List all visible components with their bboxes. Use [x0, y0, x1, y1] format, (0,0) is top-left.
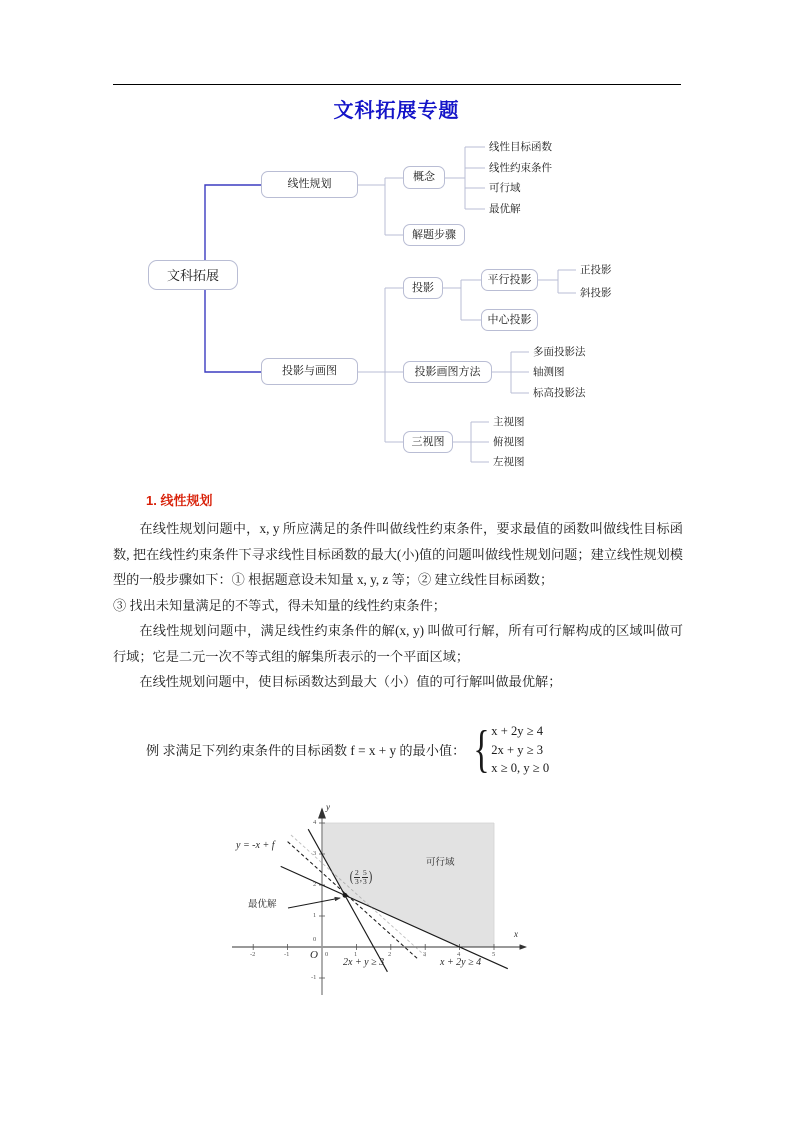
- mindmap-leaf-feasible-region[interactable]: 可行域: [489, 183, 521, 194]
- mindmap-leaf-oblique-projection[interactable]: 斜投影: [580, 288, 612, 299]
- mindmap-leaf-optimal-solution[interactable]: 最优解: [489, 204, 521, 215]
- x-tick-5: 5: [492, 951, 496, 958]
- page-title: 文科拓展专题: [333, 100, 460, 122]
- fraction-y-numerator: 5: [363, 868, 367, 877]
- paragraph-definitions: 在线性规划问题中，x, y 所应满足的条件叫做线性约束条件，要求最值的函数叫做线性目标函数, 把在线性约束条件下寻求线性目标函数的最大(小)值的问题叫做线性规划问题；建立线性规划模型的一般步骤如下：① 根据题意设未知量 x, y, z 等；② 建立线性目标函数；: [113, 521, 683, 587]
- header-rule: [113, 84, 681, 85]
- paragraph-feasible-region: 在线性规划问题中，满足线性约束条件的解(x, y) 叫做可行解，所有可行解构成的区域叫做可行域；它是二元一次不等式组的解集所表示的一个平面区域；: [113, 623, 683, 664]
- chart-canvas: [230, 795, 540, 1000]
- y-axis-label: y: [326, 802, 330, 812]
- coordinate-comma: ,: [359, 872, 362, 883]
- x-axis-label: x: [514, 929, 518, 939]
- mindmap-leaf-multiview-projection[interactable]: 多面投影法: [533, 347, 586, 358]
- mindmap-leaf-axonometric-drawing[interactable]: 轴测图: [533, 367, 565, 378]
- mindmap-node-parallel-projection[interactable]: 平行投影: [481, 269, 538, 291]
- paragraph-optimal-solution: 在线性规划问题中，使目标函数达到最大（小）值的可行解叫做最优解；: [139, 674, 562, 689]
- annotation-feasible-region: 可行域: [426, 858, 455, 868]
- constraint-list: [491, 722, 549, 778]
- mindmap-leaf-orthographic-projection[interactable]: 正投影: [580, 265, 612, 276]
- mindmap-node-root[interactable]: 文科拓展: [148, 260, 238, 290]
- right-paren-icon: ): [368, 869, 372, 885]
- mindmap-node-projection-drawing-methods[interactable]: 投影画图方法: [403, 361, 492, 383]
- annotation-constraint-x-2y: x + 2y ≥ 4: [440, 957, 482, 968]
- y-tick--1: -1: [311, 974, 317, 981]
- optimal-point-marker: [343, 893, 348, 898]
- mindmap-node-three-views[interactable]: 三视图: [403, 431, 453, 453]
- mindmap-diagram: [113, 130, 693, 475]
- constraint-3: x ≥ 0, y ≥ 0: [491, 761, 550, 775]
- x-tick--1: -1: [284, 951, 290, 958]
- mindmap-node-concept[interactable]: 概念: [403, 166, 445, 189]
- x-tick--2: -2: [250, 951, 256, 958]
- x-tick-3: 3: [423, 951, 427, 958]
- origin-label: O: [310, 949, 318, 961]
- y-tick-2: 2: [313, 881, 317, 888]
- linear-programming-chart: [230, 795, 540, 1000]
- x-tick-2: 2: [388, 951, 392, 958]
- x-tick-4: 4: [457, 951, 461, 958]
- mindmap-leaf-side-view[interactable]: 左视图: [493, 457, 525, 468]
- x-tick-0: 0: [325, 951, 329, 958]
- fraction-y-denominator: 3: [363, 877, 367, 886]
- mindmap-leaf-linear-objective-function[interactable]: 线性目标函数: [489, 142, 552, 153]
- mindmap-node-linear-programming[interactable]: 线性规划: [261, 171, 358, 198]
- paragraph-step-three: ③ 找出未知量满足的不等式，得未知量的线性约束条件；: [113, 597, 446, 613]
- optimal-point-coordinate-label: [349, 869, 373, 886]
- example-block: [113, 722, 683, 778]
- optimal-solution-pointer: [288, 898, 340, 908]
- mindmap-leaf-contour-projection[interactable]: 标高投影法: [533, 388, 586, 399]
- body-text: [113, 516, 683, 695]
- mindmap-node-projection[interactable]: 投影: [403, 277, 443, 299]
- mindmap-node-solving-steps[interactable]: 解题步骤: [403, 224, 465, 246]
- left-curly-brace-icon: {: [473, 720, 490, 778]
- fraction-x-denominator: 3: [355, 877, 359, 886]
- annotation-optimal-solution: 最优解: [248, 900, 277, 910]
- annotation-objective-line: y = -x + f: [236, 840, 275, 851]
- mindmap-leaf-front-view[interactable]: 主视图: [493, 417, 525, 428]
- example-lead-text: 例 求满足下列约束条件的目标函数 f = x + y 的最小值：: [146, 743, 466, 759]
- cases-brace-group: [469, 722, 549, 778]
- mindmap-node-central-projection[interactable]: 中心投影: [481, 309, 538, 331]
- y-tick-1: 1: [313, 912, 317, 919]
- left-paren-icon: (: [349, 869, 354, 885]
- fraction-x-numerator: 2: [355, 868, 359, 877]
- y-tick-0: 0: [313, 936, 317, 943]
- feasible-region-fill: [322, 823, 494, 947]
- fraction-y: [359, 868, 368, 886]
- y-tick-4: 4: [313, 819, 317, 826]
- mindmap-leaf-linear-constraints[interactable]: 线性约束条件: [489, 163, 552, 174]
- mindmap-node-projection-and-drawing[interactable]: 投影与画图: [261, 358, 358, 385]
- annotation-constraint-2x-y: 2x + y ≥ 3: [343, 957, 385, 968]
- y-tick-3: 3: [313, 850, 317, 857]
- constraint-1: x + 2y ≥ 4: [491, 724, 544, 738]
- x-tick-1: 1: [354, 951, 358, 958]
- constraint-2: 2x + y ≥ 3: [491, 742, 544, 757]
- mindmap-leaf-top-view[interactable]: 俯视图: [493, 437, 525, 448]
- section-heading-linear-programming: 1. 线性规划: [146, 493, 213, 508]
